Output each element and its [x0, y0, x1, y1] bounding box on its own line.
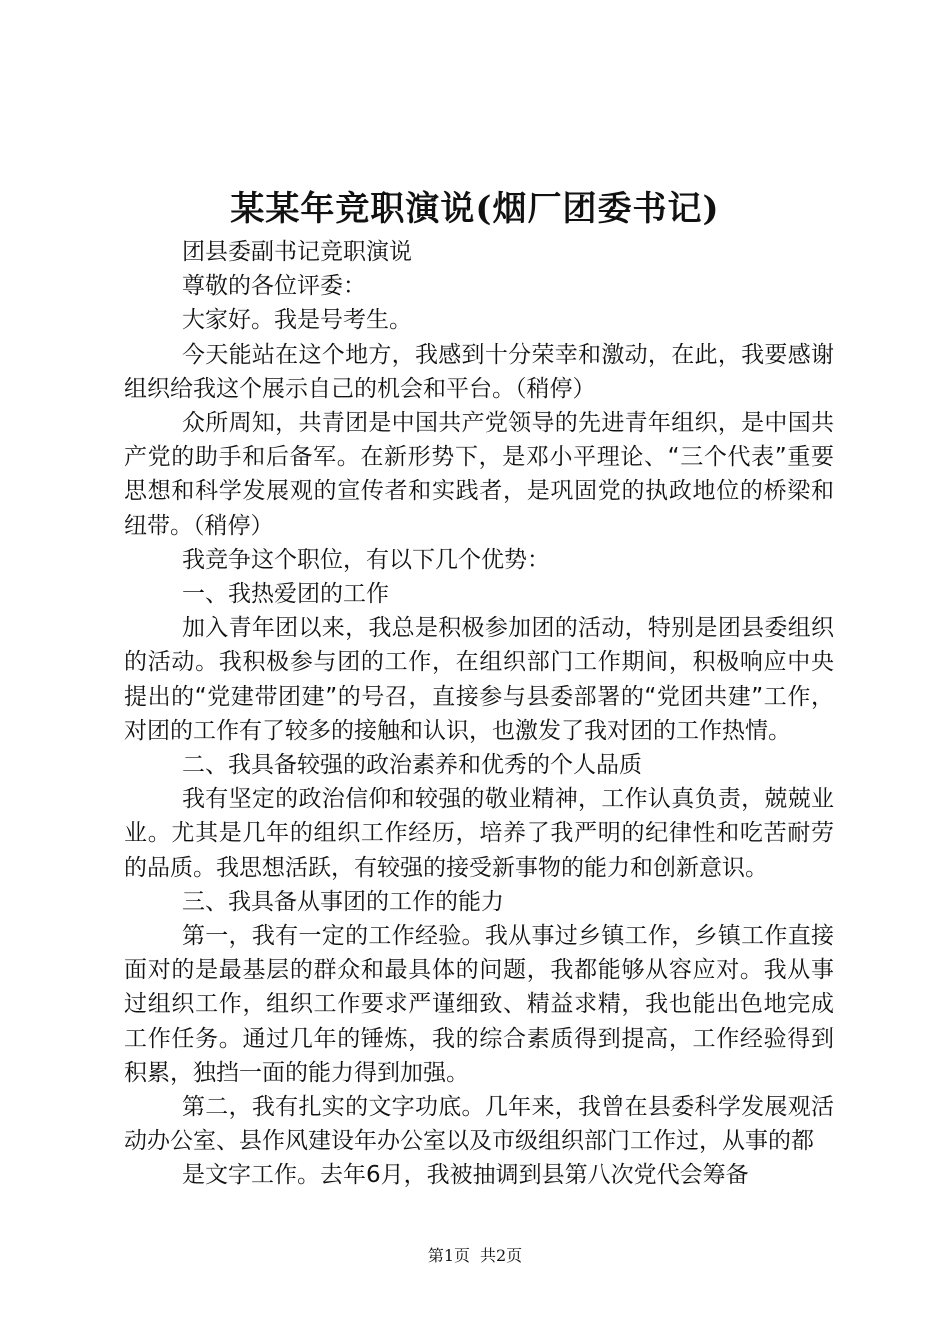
paragraph-continuation: 是文字工作。去年6月，我被抽调到县第八次党代会筹备: [182, 1162, 749, 1189]
paragraph-section-1: 加入青年团以来，我总是积极参加团的活动，特别是团县委组织的活动。我积极参与团的工作，在组织部门工作期间，积极响应中央提出的“党建带团建”的号召，直接参与县委部署的“党团共建”工作，对团的工作有了较多的接触和认识，也激发了我对团的工作热情。: [124, 615, 834, 744]
paragraph-intro: 众所周知，共青团是中国共产党领导的先进青年组织，是中国共产党的助手和后备军。在新形势下，是邓小平理论、“三个代表”重要思想和科学发展观的宣传者和实践者，是巩固党的执政地位的桥梁和纽带。（稍停）: [124, 410, 834, 539]
section-heading-2: 二、我具备较强的政治素养和优秀的个人品质: [182, 752, 642, 779]
section-heading-1: 一、我热爱团的工作: [182, 581, 389, 608]
paragraph-salutation: 尊敬的各位评委：: [182, 273, 366, 300]
paragraph-thanks: 今天能站在这个地方，我感到十分荣幸和激动，在此，我要感谢组织给我这个展示自己的机会和平台。（稍停）: [124, 341, 834, 402]
paragraph-section-3-first: 第一，我有一定的工作经验。我从事过乡镇工作，乡镇工作直接面对的是最基层的群众和最具体的问题，我都能够从容应对。我从事过组织工作，组织工作要求严谨细致、精益求精，我也能出色地完成工作任务。通过几年的锤炼，我的综合素质得到提高，工作经验得到积累，独挡一面的能力得到加强。: [124, 923, 834, 1086]
page-footer: [0, 1245, 950, 1267]
page-number: 第1页: [427, 1246, 470, 1265]
paragraph-subtitle: 团县委副书记竞职演说: [182, 239, 412, 265]
page-total: 共2页: [480, 1246, 523, 1265]
paragraph-greeting: 大家好。我是号考生。: [182, 307, 412, 334]
document-body: [124, 235, 834, 1193]
document-title: 某某年竞职演说(烟厂团委书记): [230, 189, 720, 229]
paragraph-section-3-second: 第二，我有扎实的文字功底。几年来，我曾在县委科学发展观活动办公室、县作风建设年办公室以及市级组织部门工作过，从事的都: [124, 1094, 834, 1155]
paragraph-section-2: 我有坚定的政治信仰和较强的敬业精神，工作认真负责，兢兢业业。尤其是几年的组织工作经历，培养了我严明的纪律性和吃苦耐劳的品质。我思想活跃，有较强的接受新事物的能力和创新意识。: [124, 786, 834, 881]
section-heading-3: 三、我具备从事团的工作的能力: [182, 888, 504, 915]
paragraph-advantages-lead: 我竞争这个职位，有以下几个优势：: [182, 546, 550, 573]
